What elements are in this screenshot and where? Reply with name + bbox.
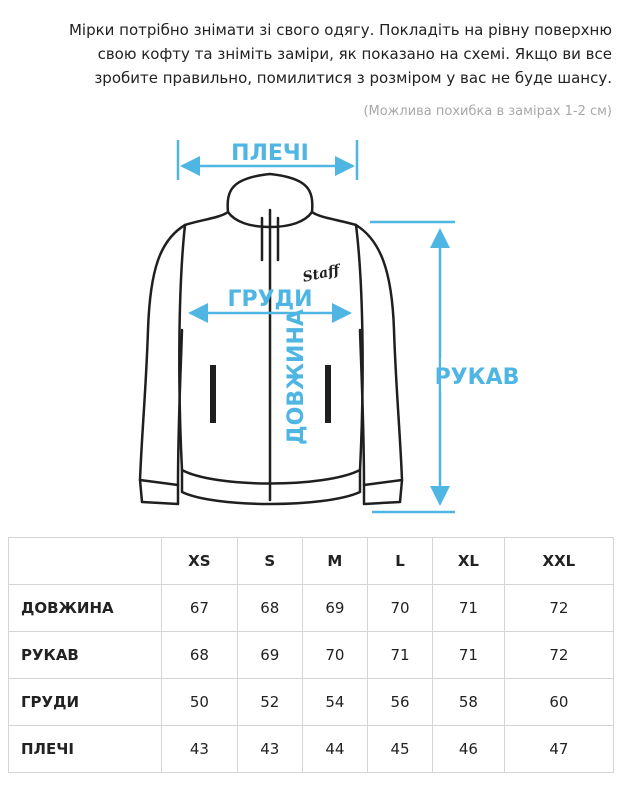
shoulders-label: ПЛЕЧІ — [231, 141, 309, 166]
table-row — [9, 679, 614, 726]
table-cell: 67 — [162, 585, 238, 632]
table-cell: 43 — [162, 726, 238, 773]
table-cell: 71 — [433, 632, 505, 679]
chest-label: ГРУДИ — [227, 287, 313, 312]
table-cell: 69 — [302, 585, 367, 632]
row-label: ДОВЖИНА — [9, 585, 162, 632]
table-cell: 43 — [237, 726, 302, 773]
size-header: XXL — [504, 538, 613, 585]
table-cell: 44 — [302, 726, 367, 773]
intro-line-2: свою кофту та зніміть заміри, як показано на схемі. Якщо ви все — [97, 45, 612, 63]
size-header: XL — [433, 538, 505, 585]
table-cell: 54 — [302, 679, 367, 726]
sleeve-label: РУКАВ — [434, 365, 520, 390]
brand-logo: Staff — [301, 262, 342, 286]
table-cell: 58 — [433, 679, 505, 726]
table-cell: 50 — [162, 679, 238, 726]
intro-line-1: Мірки потрібно знімати зі свого одягу. Покладіть на рівну поверхню — [68, 21, 612, 39]
size-header: S — [237, 538, 302, 585]
size-table — [8, 537, 614, 773]
table-corner — [9, 538, 162, 585]
measurement-note: (Можлива похибка в замірах 1-2 см) — [363, 104, 612, 119]
row-label: ГРУДИ — [9, 679, 162, 726]
size-header: M — [302, 538, 367, 585]
jacket-outline — [140, 174, 402, 504]
row-label: РУКАВ — [9, 632, 162, 679]
table-cell: 68 — [237, 585, 302, 632]
jacket-diagram — [0, 130, 626, 525]
table-cell: 47 — [504, 726, 613, 773]
size-header: L — [367, 538, 432, 585]
intro-line-3: зробите правильно, помилитися з розміром у вас не буде шансу. — [94, 69, 612, 87]
row-label: ПЛЕЧІ — [9, 726, 162, 773]
table-cell: 70 — [367, 585, 432, 632]
table-cell: 71 — [367, 632, 432, 679]
size-header-row — [9, 538, 614, 585]
table-cell: 69 — [237, 632, 302, 679]
jacket-diagram-svg — [0, 130, 626, 525]
intro-text — [12, 18, 612, 90]
table-cell: 56 — [367, 679, 432, 726]
length-label: ДОВЖИНА — [284, 309, 309, 445]
table-cell: 60 — [504, 679, 613, 726]
left-pocket — [210, 365, 216, 423]
table-cell: 70 — [302, 632, 367, 679]
table-row — [9, 726, 614, 773]
table-row — [9, 585, 614, 632]
table-cell: 45 — [367, 726, 432, 773]
table-cell: 68 — [162, 632, 238, 679]
table-cell: 72 — [504, 585, 613, 632]
table-cell: 46 — [433, 726, 505, 773]
right-pocket — [325, 365, 331, 423]
size-header: XS — [162, 538, 238, 585]
table-cell: 52 — [237, 679, 302, 726]
table-cell: 72 — [504, 632, 613, 679]
table-cell: 71 — [433, 585, 505, 632]
table-row — [9, 632, 614, 679]
